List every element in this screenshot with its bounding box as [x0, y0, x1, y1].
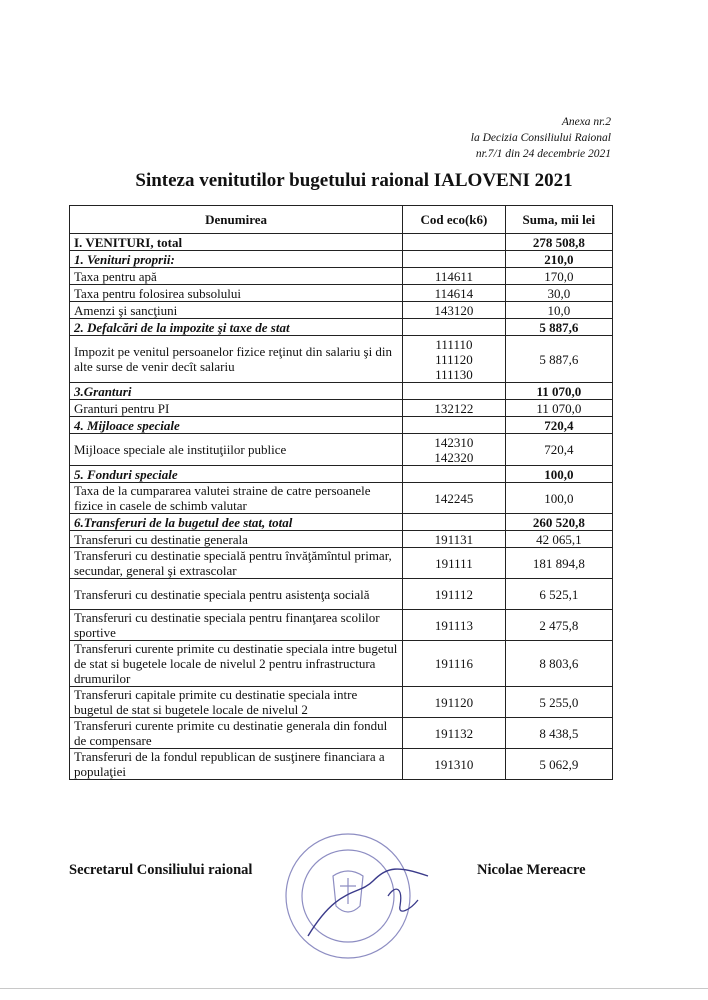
eco-code: 111130 [435, 366, 473, 382]
row-sum: 5 255,0 [505, 687, 612, 718]
table-row [70, 417, 613, 434]
row-codes [403, 434, 506, 466]
table-row [70, 319, 613, 336]
annex-reference [471, 114, 611, 162]
row-name: 3.Granturi [70, 383, 403, 400]
row-name: Impozit pe venitul persoanelor fizice reţinut din salariu şi din alte surse de venir decît salariu [70, 336, 403, 383]
table-row [70, 514, 613, 531]
table-row [70, 383, 613, 400]
row-sum: 720,4 [505, 417, 612, 434]
row-name: Amenzi şi sancţiuni [70, 302, 403, 319]
row-name: Granturi pentru PI [70, 400, 403, 417]
eco-code: 191111 [435, 555, 473, 571]
row-codes [403, 302, 506, 319]
row-codes [403, 610, 506, 641]
row-name: Transferuri capitale primite cu destinatie speciala intre bugetul de stat si bugetele locale de nivelul 2 [70, 687, 403, 718]
table-row [70, 268, 613, 285]
row-sum: 8 438,5 [505, 718, 612, 749]
row-name: 1. Venituri proprii: [70, 251, 403, 268]
table-row [70, 466, 613, 483]
row-sum: 720,4 [505, 434, 612, 466]
row-sum: 6 525,1 [505, 579, 612, 610]
row-sum: 5 062,9 [505, 749, 612, 780]
row-sum: 170,0 [505, 268, 612, 285]
row-sum: 181 894,8 [505, 548, 612, 579]
annex-line-2: la Decizia Consiliului Raional [470, 132, 611, 144]
row-sum: 278 508,8 [505, 234, 612, 251]
row-name: 5. Fonduri speciale [70, 466, 403, 483]
table-header-row [70, 206, 613, 234]
table-row [70, 718, 613, 749]
table-row [70, 302, 613, 319]
table-row [70, 434, 613, 466]
table-row [70, 400, 613, 417]
row-name: 4. Mijloace speciale [70, 417, 403, 434]
secretary-label: Secretarul Consiliului raional [69, 862, 253, 878]
official-seal [278, 826, 438, 966]
eco-code: 191116 [434, 656, 473, 671]
eco-code: 191112 [434, 586, 473, 602]
row-codes [403, 483, 506, 514]
row-name: Transferuri cu destinatie specială pentru învăţămîntul primar, secundar, general şi extrascolar [70, 548, 403, 579]
row-name: Transferuri cu destinatie generala [70, 531, 403, 548]
page-bottom-rule [0, 988, 708, 989]
row-codes [403, 687, 506, 718]
header-name: Denumirea [70, 206, 403, 234]
row-codes [403, 718, 506, 749]
row-name: Transferuri cu destinatie speciala pentru finanţarea scolilor sportive [70, 610, 403, 641]
row-sum: 210,0 [505, 251, 612, 268]
row-codes [403, 749, 506, 780]
table-row [70, 579, 613, 610]
table-row [70, 687, 613, 718]
table-row [70, 531, 613, 548]
row-name: Transferuri de la fondul republican de susţinere financiara a populaţiei [70, 749, 403, 780]
row-sum: 11 070,0 [505, 400, 612, 417]
table-row [70, 234, 613, 251]
row-sum: 30,0 [505, 285, 612, 302]
row-name: Transferuri curente primite cu destinatie speciala intre bugetul de stat si bugetele locale de nivelul 2 pentru infrastructura drumurilor [70, 641, 403, 687]
table-row [70, 641, 613, 687]
row-codes [403, 531, 506, 548]
row-codes [403, 579, 506, 610]
row-name: Transferuri cu destinatie speciala pentru asistenţa socială [70, 579, 403, 610]
row-name: Transferuri curente primite cu destinatie generala din fondul de compensare [70, 718, 403, 749]
row-sum: 42 065,1 [505, 531, 612, 548]
eco-code: 132122 [434, 400, 474, 416]
secretary-name: Nicolae Mereacre [477, 862, 586, 878]
eco-code: 114611 [434, 268, 473, 284]
row-name: 2. Defalcări de la impozite şi taxe de stat [70, 319, 403, 336]
row-codes [403, 466, 506, 483]
eco-code: 191310 [434, 756, 474, 772]
revenue-table [69, 205, 613, 780]
eco-code: 142310 [434, 434, 474, 450]
eco-code: 142320 [434, 449, 474, 465]
table-row [70, 336, 613, 383]
table-row [70, 483, 613, 514]
row-sum: 10,0 [505, 302, 612, 319]
row-codes [403, 336, 506, 383]
row-codes [403, 417, 506, 434]
eco-code: 111110 [435, 336, 473, 352]
eco-code: 191120 [434, 694, 474, 710]
eco-code: 114614 [434, 285, 474, 301]
annex-line-1: Anexa nr.2 [561, 116, 611, 128]
row-codes [403, 548, 506, 579]
table-row [70, 251, 613, 268]
row-codes [403, 383, 506, 400]
row-codes [403, 285, 506, 302]
header-sum: Suma, mii lei [505, 206, 612, 234]
row-name: Taxa de la cumpararea valutei straine de catre persoanele fizice in casele de schimb valutar [70, 483, 403, 514]
row-codes [403, 641, 506, 687]
annex-line-3: nr.7/1 din 24 decembrie 2021 [475, 148, 611, 160]
row-sum: 11 070,0 [505, 383, 612, 400]
eco-code: 191131 [434, 531, 474, 547]
row-name: 6.Transferuri de la bugetul dee stat, total [70, 514, 403, 531]
row-sum: 100,0 [505, 483, 612, 514]
row-name: Taxa pentru apă [70, 268, 403, 285]
table-row [70, 749, 613, 780]
table-row [70, 610, 613, 641]
document-title: Sinteza venitutilor bugetului raional IALOVENI 2021 [135, 170, 573, 191]
table-row [70, 548, 613, 579]
row-codes [403, 234, 506, 251]
row-sum: 5 887,6 [505, 319, 612, 336]
eco-code: 143120 [434, 302, 474, 318]
header-code: Cod eco(k6) [403, 206, 506, 234]
row-name: Taxa pentru folosirea subsolului [70, 285, 403, 302]
row-sum: 100,0 [505, 466, 612, 483]
row-sum: 2 475,8 [505, 610, 612, 641]
row-sum: 8 803,6 [505, 641, 612, 687]
row-codes [403, 251, 506, 268]
row-codes [403, 268, 506, 285]
eco-code: 191132 [434, 725, 474, 741]
eco-code: 142245 [434, 490, 474, 506]
row-codes [403, 400, 506, 417]
row-codes [403, 514, 506, 531]
row-sum: 5 887,6 [505, 336, 612, 383]
row-name: I. VENITURI, total [70, 234, 403, 251]
row-sum: 260 520,8 [505, 514, 612, 531]
eco-code: 111120 [435, 351, 473, 367]
eco-code: 191113 [434, 617, 473, 633]
row-codes [403, 319, 506, 336]
table-row [70, 285, 613, 302]
row-name: Mijloace speciale ale instituţiilor publice [70, 434, 403, 466]
